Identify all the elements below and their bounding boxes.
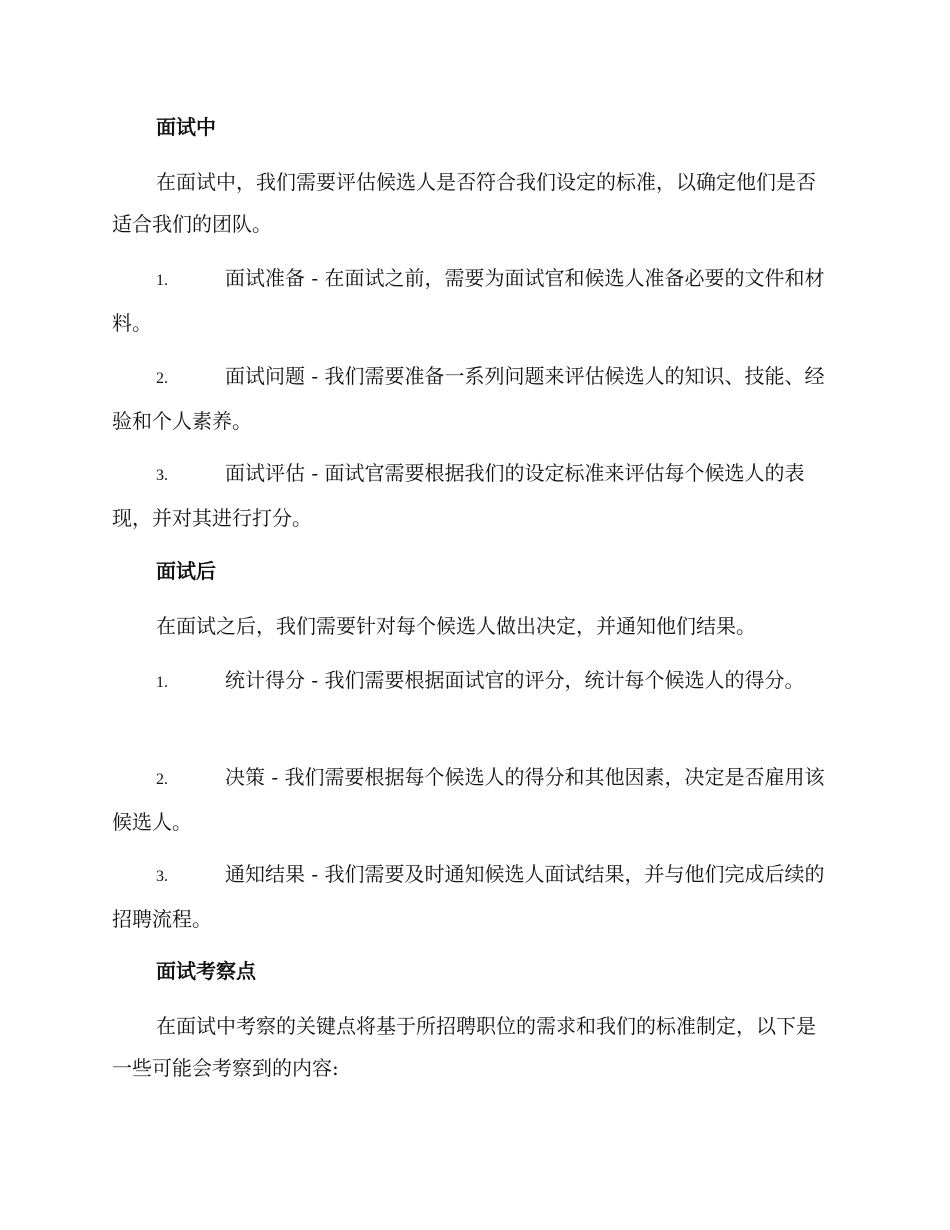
list-item <box>112 853 830 940</box>
list-item <box>112 355 830 442</box>
list-item <box>112 659 830 704</box>
section-intro: 在面试中考察的关键点将基于所招聘职位的需求和我们的标准制定，以下是一些可能会考察到的内容: <box>112 1014 816 1080</box>
section-heading: 面试后 <box>156 559 216 583</box>
list-item-number: 1. <box>156 272 168 289</box>
section-heading: 面试中 <box>156 115 216 139</box>
list-item <box>112 756 830 843</box>
list-item-number: 2. <box>156 771 168 788</box>
list-item-number: 1. <box>156 674 168 691</box>
list-item-text: 决策 - 我们需要根据每个候选人的得分和其他因素，决定是否雇用该候选人。 <box>112 765 825 834</box>
section-intro: 在面试中，我们需要评估候选人是否符合我们设定的标准，以确定他们是否适合我们的团队。 <box>112 170 816 236</box>
list-item <box>112 257 830 344</box>
list-item-text: 面试准备 - 在面试之前，需要为面试官和候选人准备必要的文件和材料。 <box>112 266 825 335</box>
section-heading: 面试考察点 <box>156 959 256 983</box>
list-item-text: 面试评估 - 面试官需要根据我们的设定标准来评估每个候选人的表现，并对其进行打分。 <box>112 461 805 530</box>
list-item-number: 2. <box>156 370 168 387</box>
list-item-text: 统计得分 - 我们需要根据面试官的评分，统计每个候选人的得分。 <box>225 668 805 692</box>
section-intro: 在面试之后，我们需要针对每个候选人做出决定，并通知他们结果。 <box>156 614 756 638</box>
list-item <box>112 452 830 539</box>
list-item-text: 通知结果 - 我们需要及时通知候选人面试结果，并与他们完成后续的招聘流程。 <box>112 862 825 931</box>
list-item-number: 3. <box>156 868 168 885</box>
list-item-text: 面试问题 - 我们需要准备一系列问题来评估候选人的知识、技能、经验和个人素养。 <box>112 364 825 433</box>
list-item-number: 3. <box>156 467 168 484</box>
